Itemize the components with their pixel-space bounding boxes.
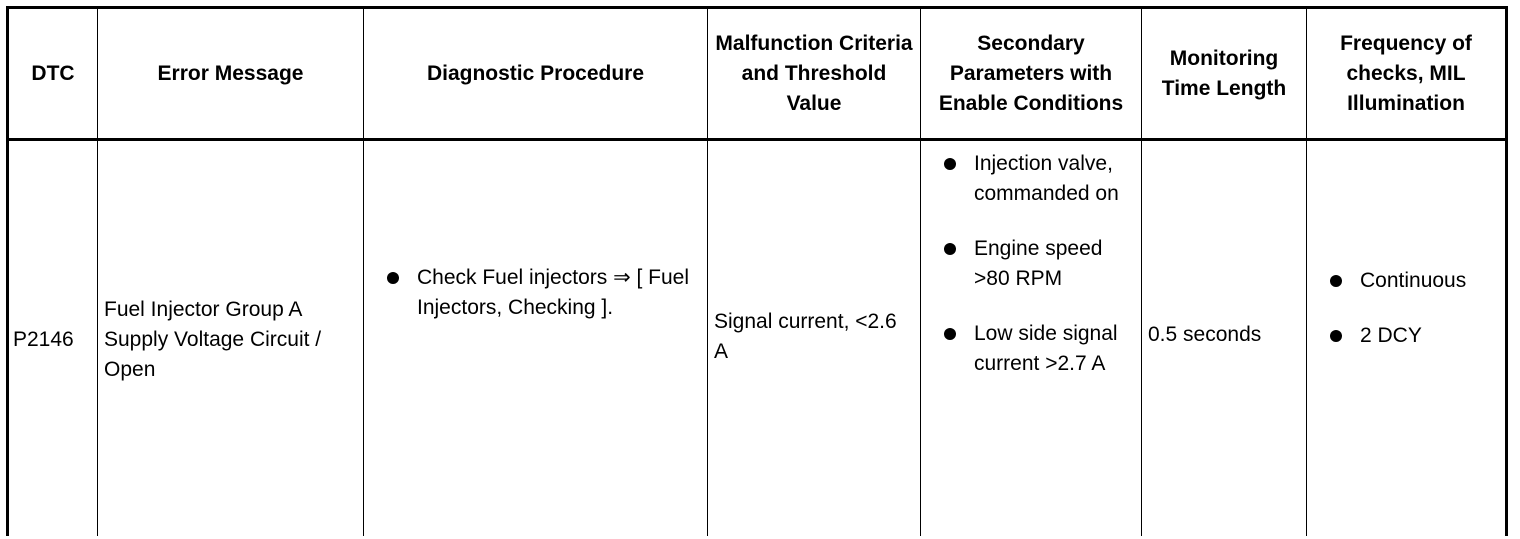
malfunction-criteria-cell: [714, 307, 914, 367]
list-item: 2 DCY: [1326, 321, 1506, 351]
error-message: Fuel Injector Group A Supply Voltage Circuit / Open: [104, 298, 322, 381]
header-frequency: Frequency of checks, MIL Illumination: [1340, 31, 1472, 115]
diagnostic-procedure-cell: [383, 263, 703, 323]
header-error-message: Error Message: [157, 61, 304, 85]
bullet-icon: [944, 158, 956, 170]
header-dtc: DTC: [31, 61, 75, 85]
secondary-parameters-cell: [940, 149, 1140, 379]
bullet-icon: [387, 272, 399, 284]
dtc-code: P2146: [13, 328, 74, 351]
bullet-icon: [944, 328, 956, 340]
header-diagnostic-procedure: Diagnostic Procedure: [426, 61, 645, 85]
monitoring-time: 0.5 seconds: [1148, 323, 1262, 346]
bullet-icon: [944, 243, 956, 255]
list-item: Check Fuel injectors ⇒ [ Fuel Injectors, Checking ].: [383, 263, 703, 323]
list-item: Low side signal current >2.7 A: [940, 319, 1140, 379]
list-item: Engine speed >80 RPM: [940, 234, 1140, 294]
list-item: Continuous: [1326, 266, 1506, 296]
bullet-icon: [1330, 275, 1342, 287]
dtc-table: [6, 6, 1508, 536]
frequency-cell: [1326, 266, 1506, 351]
malfunction-criteria: Signal current, <2.6 A: [714, 310, 897, 363]
header-secondary-parameters: Secondary Parameters with Enable Conditions: [938, 31, 1124, 115]
header-malfunction-criteria: Malfunction Criteria and Threshold Value: [715, 31, 913, 115]
header-monitoring-time: Monitoring Time Length: [1161, 46, 1287, 100]
bullet-icon: [1330, 330, 1342, 342]
error-message-cell: [104, 141, 358, 539]
monitoring-time-cell: [1148, 320, 1304, 350]
list-item: Injection valve, commanded on: [940, 149, 1140, 209]
table-row: [13, 141, 97, 539]
